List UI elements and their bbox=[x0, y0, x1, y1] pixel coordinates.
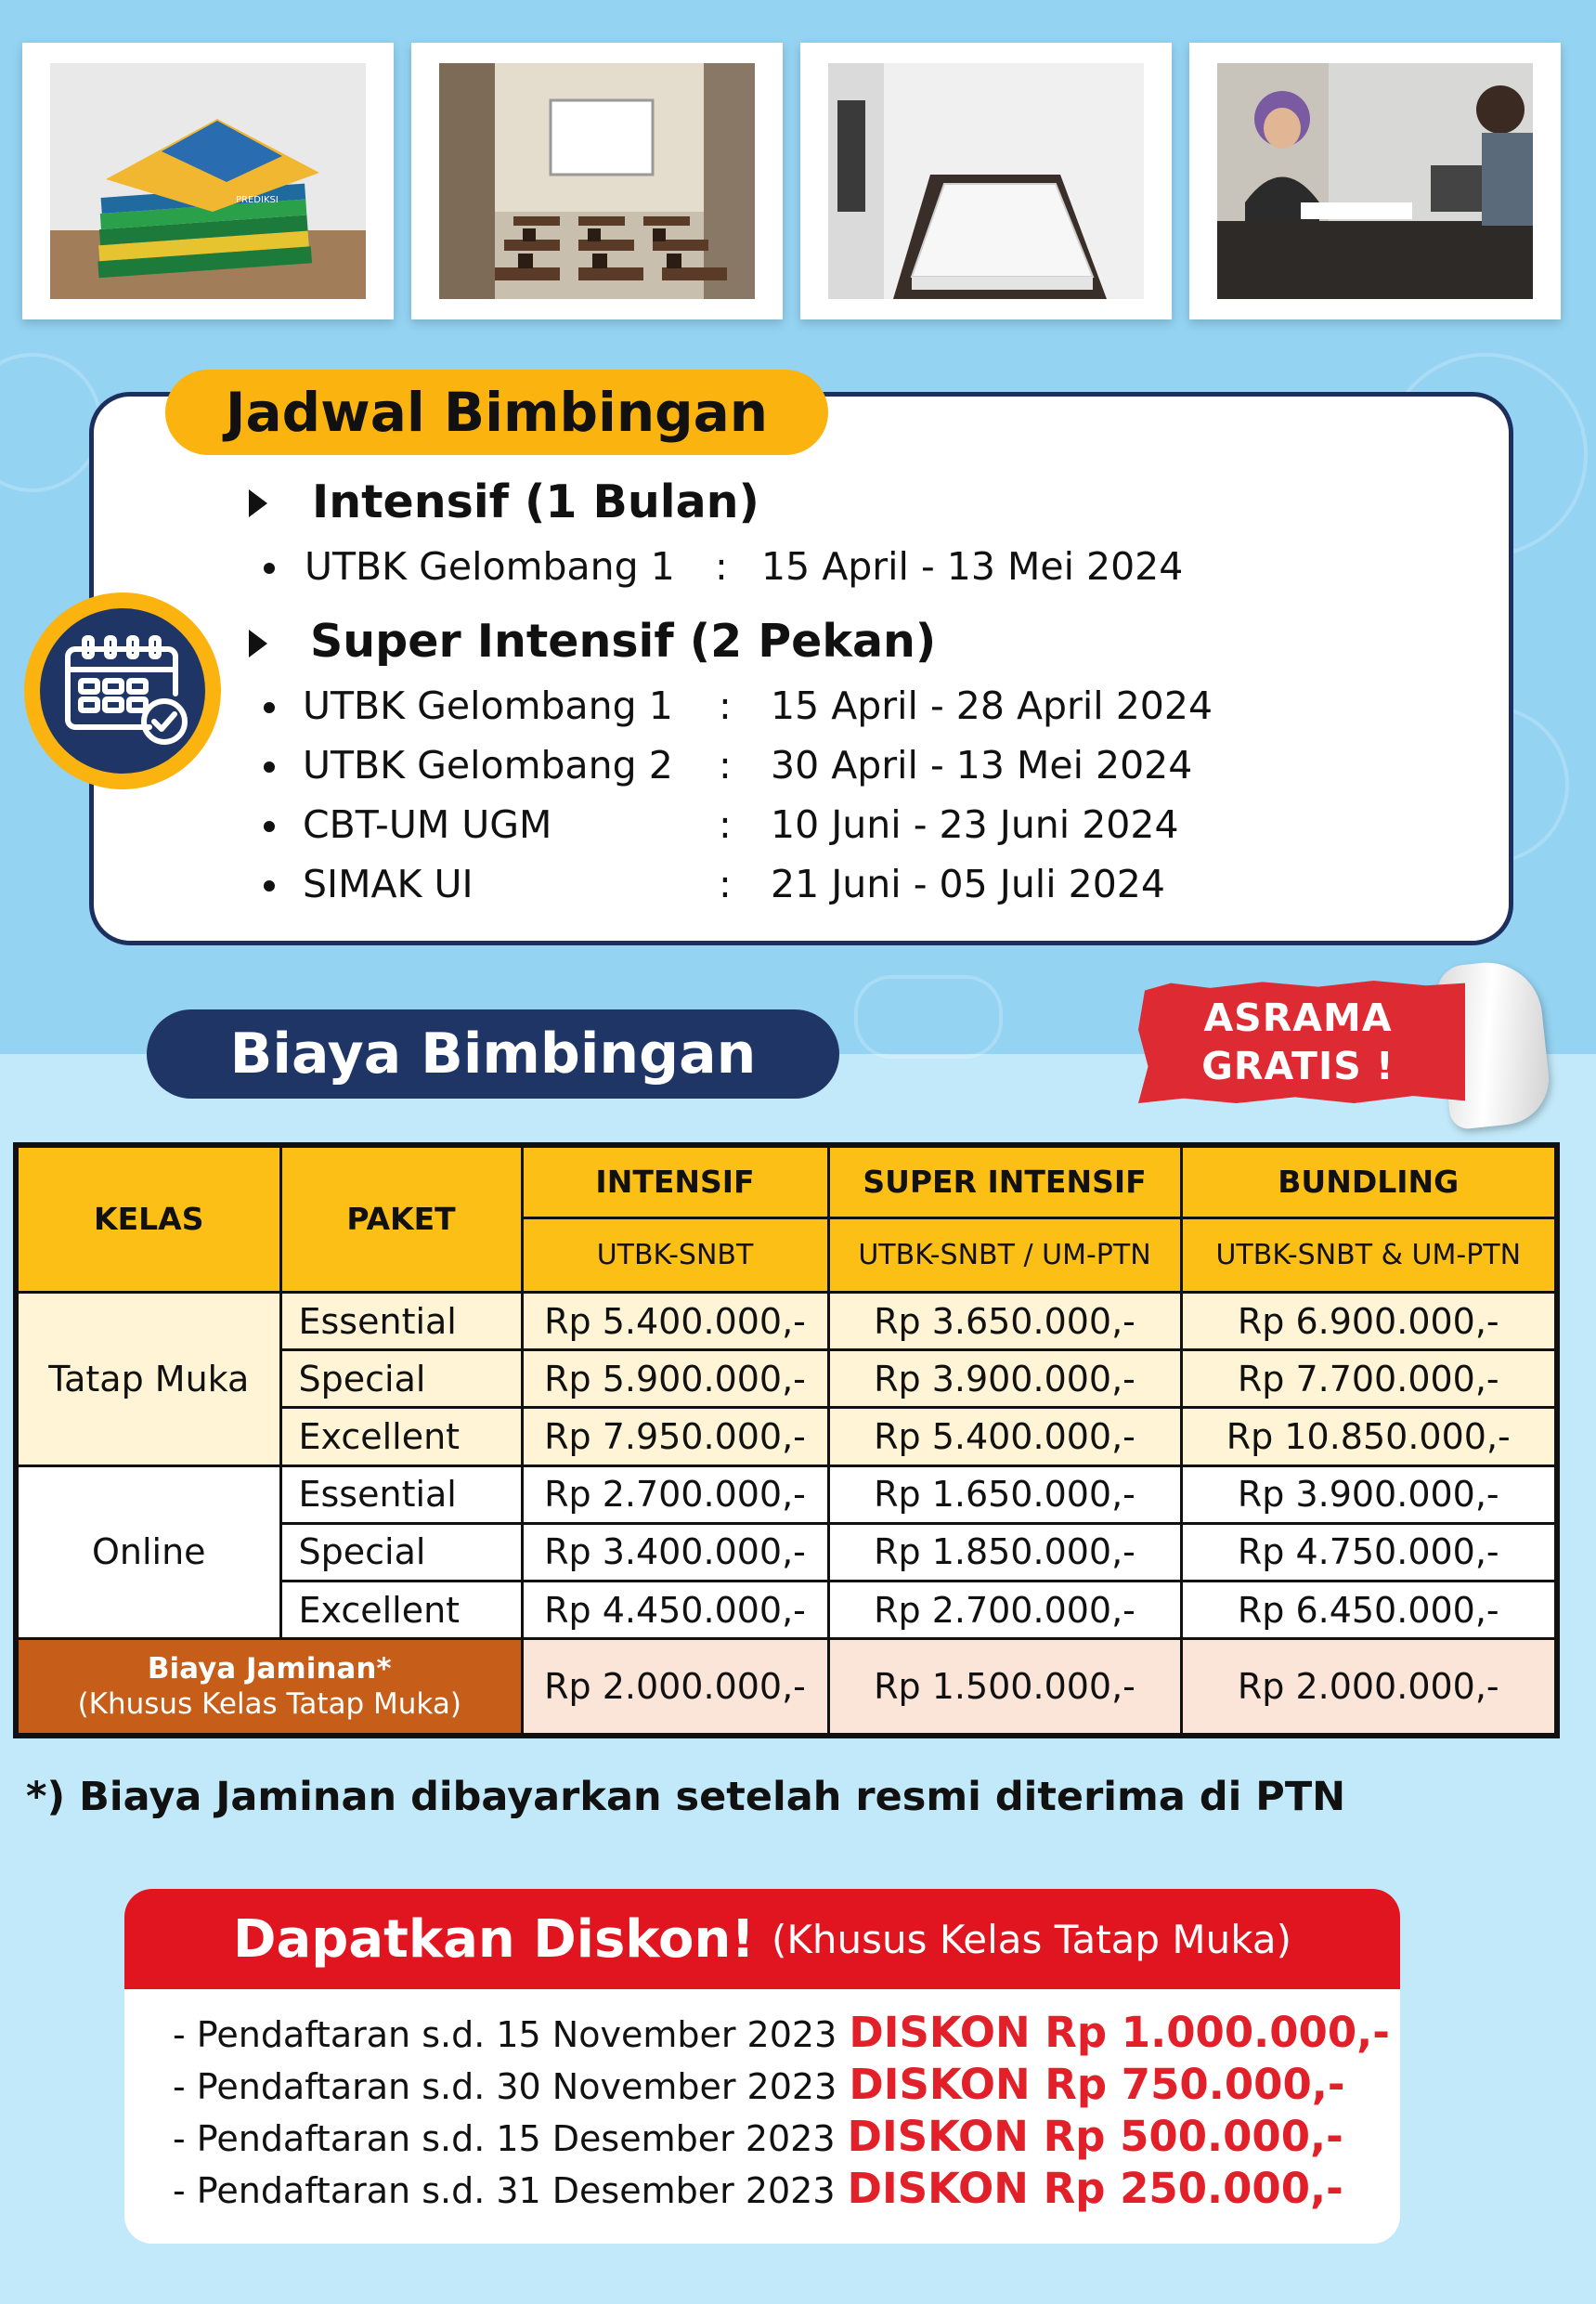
price-cell: Rp 6.900.000,- bbox=[1181, 1292, 1557, 1349]
discount-row bbox=[173, 2008, 1390, 2057]
header-kelas: KELAS bbox=[16, 1145, 280, 1292]
price-cell: Rp 5.400.000,- bbox=[522, 1292, 828, 1349]
schedule-row-label: SIMAK UI bbox=[303, 862, 474, 906]
price-cell: Rp 7.700.000,- bbox=[1181, 1350, 1557, 1408]
jaminan-note: (Khusus Kelas Tatap Muka) bbox=[77, 1687, 461, 1722]
bullet-icon bbox=[264, 702, 275, 713]
discount-header bbox=[124, 1889, 1400, 1989]
price-cell: Rp 3.900.000,- bbox=[1181, 1465, 1557, 1523]
table-header-row bbox=[16, 1145, 1557, 1217]
jaminan-footnote: *) Biaya Jaminan dibayarkan setelah resmi diterima di PTN bbox=[26, 1774, 1346, 1820]
header-program: INTENSIF bbox=[522, 1145, 828, 1217]
price-cell: Rp 1.650.000,- bbox=[828, 1465, 1181, 1523]
paket-cell: Essential bbox=[280, 1465, 522, 1523]
table-row bbox=[16, 1465, 1557, 1523]
discount-title: Dapatkan Diskon! bbox=[232, 1908, 755, 1970]
table-row bbox=[16, 1292, 1557, 1349]
price-cell: Rp 3.650.000,- bbox=[828, 1292, 1181, 1349]
bullet-icon bbox=[264, 821, 275, 832]
schedule-row-separator: : bbox=[719, 802, 732, 847]
section-arrow-icon bbox=[249, 489, 267, 517]
price-cell: Rp 2.700.000,- bbox=[828, 1581, 1181, 1638]
calendar-check-icon bbox=[40, 608, 205, 774]
price-cell: Rp 5.900.000,- bbox=[522, 1350, 828, 1408]
jaminan-price-cell: Rp 1.500.000,- bbox=[828, 1639, 1181, 1736]
dormitory-bed-photo bbox=[800, 43, 1172, 319]
bullet-icon bbox=[264, 563, 275, 574]
price-cell: Rp 3.400.000,- bbox=[522, 1523, 828, 1581]
classroom-photo bbox=[411, 43, 783, 319]
schedule-row-label: UTBK Gelombang 2 bbox=[303, 743, 673, 788]
discount-row-amount: DISKON Rp 750.000,- bbox=[849, 2060, 1345, 2109]
schedule-row-date: 10 Juni - 23 Juni 2024 bbox=[771, 802, 1179, 847]
discount-row bbox=[173, 2164, 1343, 2213]
price-cell: Rp 2.700.000,- bbox=[522, 1465, 828, 1523]
schedule-row-label: UTBK Gelombang 1 bbox=[303, 683, 673, 728]
header-paket: PAKET bbox=[280, 1145, 522, 1292]
paket-cell: Excellent bbox=[280, 1408, 522, 1465]
badge-line-2: GRATIS ! bbox=[1201, 1044, 1395, 1088]
paket-cell: Essential bbox=[280, 1292, 522, 1349]
discount-row-label: - Pendaftaran s.d. 31 Desember 2023 bbox=[173, 2170, 836, 2211]
schedule-row-label: UTBK Gelombang 1 bbox=[305, 544, 675, 589]
discount-row-label: - Pendaftaran s.d. 30 November 2023 bbox=[173, 2066, 837, 2107]
calendar-badge bbox=[24, 592, 221, 789]
header-program: SUPER INTENSIF bbox=[828, 1145, 1181, 1217]
section-arrow-icon bbox=[249, 630, 267, 657]
decorative-doodle bbox=[854, 975, 1003, 1059]
discount-row-amount: DISKON Rp 1.000.000,- bbox=[849, 2008, 1390, 2057]
jaminan-label-cell bbox=[16, 1639, 522, 1736]
svg-text:PREDIKSI: PREDIKSI bbox=[236, 195, 279, 205]
books-photo bbox=[22, 43, 394, 319]
badge-line-1: ASRAMA bbox=[1203, 996, 1393, 1040]
consultation-photo bbox=[1189, 43, 1561, 319]
schedule-row-separator: : bbox=[715, 544, 728, 589]
header-program-sub: UTBK-SNBT & UM-PTN bbox=[1181, 1217, 1557, 1292]
header-program-sub: UTBK-SNBT / UM-PTN bbox=[828, 1217, 1181, 1292]
schedule-row-date: 30 April - 13 Mei 2024 bbox=[771, 743, 1193, 788]
jaminan-price-cell: Rp 2.000.000,- bbox=[522, 1639, 828, 1736]
cost-title: Biaya Bimbingan bbox=[147, 1009, 839, 1099]
paket-cell: Special bbox=[280, 1350, 522, 1408]
free-dorm-badge-text bbox=[1138, 994, 1458, 1090]
section-heading-intensif: Intensif (1 Bulan) bbox=[312, 475, 759, 528]
schedule-row-separator: : bbox=[719, 743, 732, 788]
paket-cell: Excellent bbox=[280, 1581, 522, 1638]
discount-row-label: - Pendaftaran s.d. 15 November 2023 bbox=[173, 2014, 837, 2055]
discount-row bbox=[173, 2112, 1343, 2161]
paket-cell: Special bbox=[280, 1523, 522, 1581]
discount-row-label: - Pendaftaran s.d. 15 Desember 2023 bbox=[173, 2118, 836, 2159]
price-cell: Rp 10.850.000,- bbox=[1181, 1408, 1557, 1465]
price-cell: Rp 7.950.000,- bbox=[522, 1408, 828, 1465]
discount-row-amount: DISKON Rp 250.000,- bbox=[847, 2164, 1343, 2213]
discount-row-amount: DISKON Rp 500.000,- bbox=[847, 2112, 1343, 2161]
schedule-row-date: 21 Juni - 05 Juli 2024 bbox=[771, 862, 1165, 906]
price-cell: Rp 6.450.000,- bbox=[1181, 1581, 1557, 1638]
discount-subtitle: (Khusus Kelas Tatap Muka) bbox=[771, 1916, 1291, 1962]
price-cell: Rp 4.750.000,- bbox=[1181, 1523, 1557, 1581]
price-table bbox=[13, 1142, 1560, 1738]
kelas-cell: Tatap Muka bbox=[16, 1292, 280, 1465]
header-program-sub: UTBK-SNBT bbox=[522, 1217, 828, 1292]
bullet-icon bbox=[264, 761, 275, 773]
price-cell: Rp 5.400.000,- bbox=[828, 1408, 1181, 1465]
schedule-row-label: CBT-UM UGM bbox=[303, 802, 552, 847]
section-heading-super-intensif: Super Intensif (2 Pekan) bbox=[310, 615, 937, 668]
schedule-title: Jadwal Bimbingan bbox=[165, 370, 828, 455]
header-program: BUNDLING bbox=[1181, 1145, 1557, 1217]
schedule-row-separator: : bbox=[719, 683, 732, 728]
jaminan-row bbox=[16, 1639, 1557, 1736]
schedule-row-date: 15 April - 13 Mei 2024 bbox=[761, 544, 1184, 589]
jaminan-price-cell: Rp 2.000.000,- bbox=[1181, 1639, 1557, 1736]
discount-row bbox=[173, 2060, 1345, 2109]
jaminan-label: Biaya Jaminan* bbox=[147, 1652, 392, 1686]
kelas-cell: Online bbox=[16, 1465, 280, 1639]
schedule-row-separator: : bbox=[719, 862, 732, 906]
schedule-row-date: 15 April - 28 April 2024 bbox=[771, 683, 1213, 728]
discount-card bbox=[124, 1889, 1400, 2244]
price-cell: Rp 4.450.000,- bbox=[522, 1581, 828, 1638]
price-cell: Rp 1.850.000,- bbox=[828, 1523, 1181, 1581]
price-cell: Rp 3.900.000,- bbox=[828, 1350, 1181, 1408]
bullet-icon bbox=[264, 880, 275, 892]
